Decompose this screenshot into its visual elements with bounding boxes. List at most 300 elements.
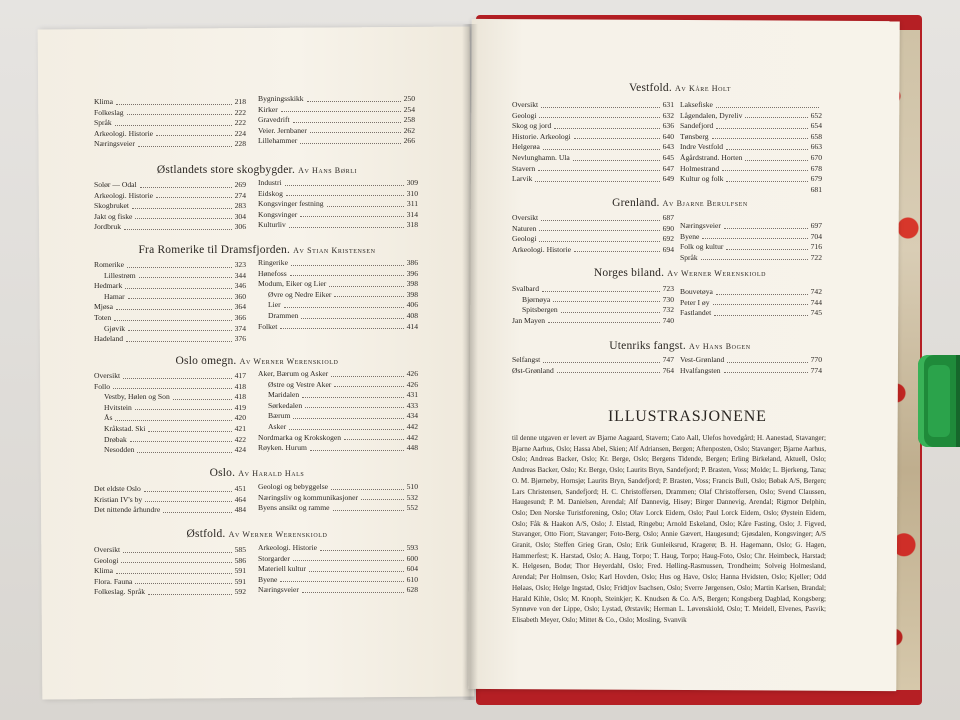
toc-entry xyxy=(94,292,246,303)
dot-leader xyxy=(115,413,231,421)
toc-page-number: 586 xyxy=(234,555,246,565)
toc-entry-title: Kultur og folk xyxy=(680,174,724,184)
toc-entry xyxy=(258,411,418,422)
toc-entry xyxy=(258,564,418,575)
toc-entry xyxy=(94,484,246,495)
toc-entry xyxy=(680,185,822,196)
toc-entry xyxy=(512,174,674,185)
toc-entry xyxy=(258,422,418,433)
toc-entry xyxy=(680,174,822,185)
toc-column xyxy=(680,355,822,376)
toc-page-number: 419 xyxy=(234,402,246,412)
toc-entry-title: Øvre og Nedre Eiker xyxy=(268,289,332,299)
toc-entry xyxy=(94,556,246,567)
toc-column xyxy=(94,97,246,150)
section-author: Av Werner Werenskiold xyxy=(239,357,339,366)
dot-leader xyxy=(127,260,232,268)
toc-page-number: 283 xyxy=(234,201,246,211)
toc-entry xyxy=(680,253,822,264)
toc-entry-title: Vest-Grønland xyxy=(680,355,725,364)
dot-leader xyxy=(539,111,659,119)
toc-entry-title: Geologi xyxy=(512,234,537,244)
toc-column xyxy=(94,180,246,233)
toc-entry xyxy=(94,566,246,577)
toc-entry xyxy=(512,164,674,175)
toc-entry-title: Fastlandet xyxy=(680,308,712,318)
toc-entry xyxy=(680,153,822,164)
toc-column xyxy=(680,221,822,263)
illustrations-heading: ILLUSTRASJONENE xyxy=(608,408,767,425)
toc-page-number: 687 xyxy=(662,213,674,222)
dot-leader xyxy=(724,221,808,229)
toc-entry-title: Arkeologi. Historie xyxy=(94,128,154,138)
dot-leader xyxy=(726,242,807,250)
toc-entry-title: Geologi xyxy=(512,110,537,120)
dot-leader xyxy=(156,129,232,137)
toc-entry xyxy=(258,136,415,147)
toc-page-number: 694 xyxy=(662,244,674,254)
section-name: Fra Romerike til Dramsfjorden. xyxy=(138,244,294,256)
toc-entry xyxy=(94,545,246,556)
toc-column xyxy=(258,482,418,514)
toc-entry-title: Follo xyxy=(94,381,111,391)
section-title xyxy=(480,340,880,352)
toc-entry-title: Bjørnøya xyxy=(522,294,551,304)
dot-leader xyxy=(361,493,404,501)
toc-entry xyxy=(512,355,674,366)
toc-page-number: 631 xyxy=(662,100,674,109)
toc-entry xyxy=(258,503,418,514)
toc-page-number: 417 xyxy=(234,371,246,380)
toc-entry-title: Peter I øy xyxy=(680,297,710,307)
toc-page-number: 386 xyxy=(406,258,418,267)
toc-entry-title: Storgarder xyxy=(258,553,290,563)
toc-page-number: 420 xyxy=(234,413,246,423)
toc-page-number: 649 xyxy=(662,174,674,184)
toc-entry-title: Nordmarka og Krokskogen xyxy=(258,432,342,442)
toc-entry xyxy=(258,258,418,269)
section-name: Norges biland. xyxy=(593,267,668,279)
toc-page-number: 552 xyxy=(406,503,418,513)
toc-entry-title: Hamar xyxy=(104,291,125,301)
dot-leader xyxy=(135,403,232,411)
toc-page-number: 442 xyxy=(406,421,418,431)
toc-page-number: 421 xyxy=(234,423,246,433)
toc-page-number: 364 xyxy=(234,302,246,312)
toc-entry xyxy=(512,284,674,295)
toc-entry xyxy=(258,401,418,412)
toc-entry xyxy=(94,118,246,129)
toc-entry xyxy=(512,132,674,143)
toc-entry xyxy=(258,575,418,586)
dot-leader xyxy=(727,355,807,363)
toc-entry xyxy=(258,210,418,221)
section-title xyxy=(57,164,457,176)
dot-leader xyxy=(123,545,231,553)
toc-entry xyxy=(258,433,418,444)
dot-leader xyxy=(148,424,231,432)
section-author: Av Hans Børli xyxy=(298,166,358,175)
section-name: Østfold. xyxy=(186,528,229,540)
toc-page-number: 663 xyxy=(810,142,822,152)
toc-page-number: 643 xyxy=(662,142,674,152)
toc-entry-title: Jakt og fiske xyxy=(94,211,133,221)
green-clip xyxy=(918,355,960,447)
toc-entry xyxy=(680,298,822,309)
toc-page-number: 591 xyxy=(234,566,246,576)
toc-entry-title: Språk xyxy=(680,252,698,262)
toc-entry-title: Larvik xyxy=(512,174,533,184)
toc-page-number: 730 xyxy=(662,294,674,304)
dot-leader xyxy=(137,445,231,453)
toc-entry-title: Oversikt xyxy=(94,371,121,380)
dot-leader xyxy=(331,482,404,490)
toc-entry xyxy=(94,281,246,292)
toc-page-number: 510 xyxy=(406,482,418,491)
toc-page-number: 740 xyxy=(662,315,674,325)
toc-entry xyxy=(258,300,418,311)
toc-entry xyxy=(94,222,246,233)
toc-entry-title: Næringsveier xyxy=(258,585,299,595)
dot-leader xyxy=(702,232,807,240)
toc-page-number: 433 xyxy=(406,400,418,410)
toc-page-number: 716 xyxy=(810,242,822,252)
dot-leader xyxy=(140,180,232,188)
dot-leader xyxy=(293,554,404,562)
toc-entry xyxy=(94,435,246,446)
toc-entry-title: Gjøvik xyxy=(104,323,126,333)
dot-leader xyxy=(280,575,403,583)
toc-entry xyxy=(258,380,418,391)
section-author: Av Kåre Holt xyxy=(675,84,732,93)
toc-column xyxy=(680,100,822,195)
toc-page-number: 745 xyxy=(810,308,822,318)
section-title xyxy=(57,528,457,540)
dot-leader xyxy=(573,153,660,161)
toc-entry-title: Lillehammer xyxy=(258,136,298,146)
dot-leader xyxy=(538,164,659,172)
dot-leader xyxy=(712,132,808,140)
dot-leader xyxy=(542,284,660,292)
toc-page-number: 774 xyxy=(810,365,822,375)
toc-page-number: 422 xyxy=(234,434,246,444)
toc-page-number: 690 xyxy=(662,223,674,233)
toc-entry xyxy=(512,121,674,132)
dot-leader xyxy=(281,105,401,113)
toc-entry xyxy=(512,366,674,377)
dot-leader xyxy=(116,97,232,105)
dot-leader xyxy=(722,164,807,172)
dot-leader xyxy=(114,313,231,321)
toc-page-number: 744 xyxy=(810,297,822,307)
toc-page-number: 344 xyxy=(234,270,246,280)
dot-leader xyxy=(713,298,808,306)
toc-page-number: 591 xyxy=(234,576,246,586)
dot-leader xyxy=(539,234,659,242)
toc-page-number: 314 xyxy=(406,209,418,219)
toc-entry xyxy=(258,94,415,105)
toc-entry-title: Klima xyxy=(94,97,113,106)
dot-leader xyxy=(291,258,404,266)
toc-page-number: 266 xyxy=(403,136,415,146)
toc-entry-title: Det nittende århundre xyxy=(94,505,161,515)
toc-entry xyxy=(94,392,246,403)
toc-entry xyxy=(258,482,418,493)
toc-page-number: 374 xyxy=(234,323,246,333)
dot-leader xyxy=(125,281,231,289)
toc-entry-title: Drøbak xyxy=(104,434,127,444)
toc-entry-title: Byene xyxy=(258,574,278,584)
dot-leader xyxy=(543,355,659,363)
toc-entry-title: Øst-Grønland xyxy=(512,365,554,375)
toc-page-number: 532 xyxy=(406,492,418,502)
dot-leader xyxy=(726,142,808,150)
toc-entry-title: Drammen xyxy=(268,310,299,320)
toc-entry xyxy=(94,212,246,223)
toc-entry xyxy=(680,121,822,132)
toc-entry xyxy=(94,139,246,150)
toc-entry xyxy=(680,242,822,253)
toc-entry xyxy=(680,366,822,377)
toc-column xyxy=(94,371,246,456)
toc-entry-title: Skogbruket xyxy=(94,201,130,211)
dot-leader xyxy=(745,153,807,161)
toc-entry xyxy=(258,554,418,565)
dot-leader xyxy=(113,382,232,390)
toc-page-number: 636 xyxy=(662,121,674,131)
toc-entry-title: Holmestrand xyxy=(680,163,720,173)
dot-leader xyxy=(293,115,401,123)
toc-column xyxy=(512,284,674,326)
toc-entry xyxy=(258,443,418,454)
section-title xyxy=(480,197,880,209)
toc-entry-title: Hvalfangsten xyxy=(680,365,721,375)
dot-leader xyxy=(557,366,660,374)
toc-entry xyxy=(94,577,246,588)
toc-entry-title: Oversikt xyxy=(94,545,121,554)
toc-page-number: 681 xyxy=(810,184,822,194)
toc-page-number: 323 xyxy=(234,260,246,269)
toc-column xyxy=(512,100,674,185)
toc-column xyxy=(94,484,246,516)
section-name: Oslo. xyxy=(209,467,239,479)
toc-entry-title: Klima xyxy=(94,566,113,576)
toc-entry xyxy=(512,111,674,122)
toc-entry-title: Folkeslag xyxy=(94,107,124,117)
dot-leader xyxy=(290,269,404,277)
toc-entry-title: Geologi xyxy=(94,555,119,565)
dot-leader xyxy=(116,566,232,574)
toc-column xyxy=(258,258,418,332)
toc-entry-title: Kirker xyxy=(258,104,278,114)
section-author: Av Bjarne Berulfsen xyxy=(662,199,748,208)
toc-page-number: 224 xyxy=(234,128,246,138)
toc-page-number: 451 xyxy=(234,484,246,493)
dot-leader xyxy=(284,300,404,308)
toc-entry xyxy=(680,142,822,153)
dot-leader xyxy=(554,121,659,129)
dot-leader xyxy=(310,443,404,451)
toc-entry xyxy=(680,132,822,143)
toc-entry xyxy=(94,445,246,456)
toc-entry-title: Geologi og bebyggelse xyxy=(258,482,329,491)
toc-entry xyxy=(512,245,674,256)
toc-entry xyxy=(94,108,246,119)
toc-entry-title: Sørkedalen xyxy=(268,400,303,410)
toc-entry xyxy=(94,324,246,335)
toc-entry-title: Folk og kultur xyxy=(680,242,724,252)
toc-entry-title: Kråkstad. Ski xyxy=(104,423,146,433)
dot-leader xyxy=(148,587,232,595)
toc-entry xyxy=(258,585,418,596)
dot-leader xyxy=(300,210,403,218)
toc-entry-title: Hvitstein xyxy=(104,402,132,412)
toc-entry-title: Røyken. Hurum xyxy=(258,443,307,453)
toc-page-number: 632 xyxy=(662,110,674,120)
toc-entry xyxy=(94,260,246,271)
toc-entry-title: Jordbruk xyxy=(94,222,121,232)
toc-page-number: 678 xyxy=(810,163,822,173)
toc-entry-title: Tønsberg xyxy=(680,131,709,141)
toc-page-number: 658 xyxy=(810,131,822,141)
toc-entry-title: Maridalen xyxy=(268,390,300,400)
dot-leader xyxy=(548,316,660,324)
toc-entry-title: Språk xyxy=(94,118,112,128)
dot-leader xyxy=(701,253,808,261)
toc-page-number: 408 xyxy=(406,310,418,320)
toc-entry xyxy=(258,493,418,504)
dot-leader xyxy=(535,174,659,182)
toc-entry xyxy=(680,355,822,366)
toc-page-number: 610 xyxy=(406,574,418,584)
toc-entry-title: Skog og jord xyxy=(512,121,552,131)
toc-page-number: 654 xyxy=(810,121,822,131)
toc-entry xyxy=(94,371,246,382)
toc-page-number: 679 xyxy=(810,174,822,184)
toc-entry-title: Indre Vestfold xyxy=(680,142,724,152)
toc-column xyxy=(94,260,246,345)
toc-page-number: 448 xyxy=(406,443,418,453)
toc-entry xyxy=(94,302,246,313)
toc-entry xyxy=(680,111,822,122)
toc-page-number: 692 xyxy=(662,234,674,244)
dot-leader xyxy=(334,290,403,298)
toc-entry-title: Veier. Jernbaner xyxy=(258,125,307,135)
dot-leader xyxy=(724,366,808,374)
toc-entry xyxy=(94,413,246,424)
toc-entry-title: Aker, Bærum og Asker xyxy=(258,369,329,378)
dot-leader xyxy=(128,292,232,300)
toc-entry xyxy=(94,129,246,140)
toc-entry xyxy=(680,287,822,298)
toc-entry xyxy=(258,543,418,554)
toc-page-number: 722 xyxy=(810,252,822,262)
toc-page-number: 742 xyxy=(810,287,822,296)
toc-page-number: 222 xyxy=(234,118,246,128)
toc-entry xyxy=(94,382,246,393)
section-name: Grenland. xyxy=(612,197,663,209)
toc-page-number: 418 xyxy=(234,381,246,391)
toc-entry-title: Toten xyxy=(94,312,112,322)
dot-leader xyxy=(716,287,808,295)
toc-entry-title: Lillestrøm xyxy=(104,270,136,280)
dot-leader xyxy=(300,136,400,144)
dot-leader xyxy=(539,224,659,232)
section-author: Av Hans Bogen xyxy=(689,342,751,351)
toc-page-number: 585 xyxy=(234,545,246,554)
toc-entry-title: Romerike xyxy=(94,260,124,269)
toc-entry xyxy=(258,199,418,210)
toc-page-number: 484 xyxy=(234,505,246,515)
toc-entry-title: Kristian IV's by xyxy=(94,494,143,504)
toc-column xyxy=(512,355,674,376)
toc-entry-title: Byens ansikt og ramme xyxy=(258,503,330,513)
toc-page-number: 360 xyxy=(234,291,246,301)
dot-leader xyxy=(163,505,231,513)
toc-page-number: 645 xyxy=(662,152,674,162)
dot-leader xyxy=(716,100,819,108)
toc-page-number: 398 xyxy=(406,289,418,299)
toc-entry-title: Gravedrift xyxy=(258,115,290,125)
dot-leader xyxy=(289,422,403,430)
dot-leader xyxy=(280,322,403,330)
toc-entry xyxy=(680,308,822,319)
toc-entry xyxy=(258,322,418,333)
toc-entry-title: Laksefiske xyxy=(680,100,713,109)
dot-leader xyxy=(115,118,232,126)
toc-entry-title: Lier xyxy=(268,300,281,310)
toc-page-number: 398 xyxy=(406,279,418,289)
toc-entry-title: Selfangst xyxy=(512,355,541,364)
toc-entry xyxy=(94,587,246,598)
toc-entry xyxy=(94,191,246,202)
section-author: Av Stian Kristensen xyxy=(293,246,376,255)
toc-entry-title: Bygningsskikk xyxy=(258,94,304,103)
toc-page-number: 366 xyxy=(234,312,246,322)
toc-page-number: 628 xyxy=(406,585,418,595)
toc-page-number: 309 xyxy=(406,178,418,187)
toc-entry xyxy=(94,403,246,414)
toc-entry xyxy=(512,153,674,164)
toc-page-number: 396 xyxy=(406,268,418,278)
toc-entry-title: Oversikt xyxy=(512,213,539,222)
dot-leader xyxy=(130,435,232,443)
dot-leader xyxy=(726,174,807,182)
dot-leader xyxy=(127,108,232,116)
section-author: Av Werner Werenskiold xyxy=(228,530,328,539)
toc-page-number: 593 xyxy=(406,543,418,552)
toc-entry-title: Jan Mayen xyxy=(512,315,546,325)
toc-entry-title: Ågårdstrand. Horten xyxy=(680,152,743,162)
toc-entry-title: Hadeland xyxy=(94,334,124,344)
toc-entry-title: Mjøsa xyxy=(94,302,113,312)
toc-entry-title: Kongsvinger xyxy=(258,209,298,219)
toc-entry xyxy=(94,334,246,345)
toc-entry-title: Arkeologi. Historie xyxy=(258,543,318,552)
dot-leader xyxy=(132,201,232,209)
toc-entry xyxy=(258,311,418,322)
toc-entry-title: Naturen xyxy=(512,223,537,233)
toc-entry-title: Modum, Eiker og Lier xyxy=(258,279,327,289)
toc-entry xyxy=(258,105,415,116)
toc-entry-title: Vestby, Hølen og Son xyxy=(104,392,170,402)
toc-page-number: 269 xyxy=(234,180,246,189)
toc-entry-title: Kongsvinger festning xyxy=(258,199,324,209)
dot-leader xyxy=(124,222,232,230)
dot-leader xyxy=(714,308,807,316)
toc-page-number: 434 xyxy=(406,411,418,421)
dot-leader xyxy=(139,271,232,279)
